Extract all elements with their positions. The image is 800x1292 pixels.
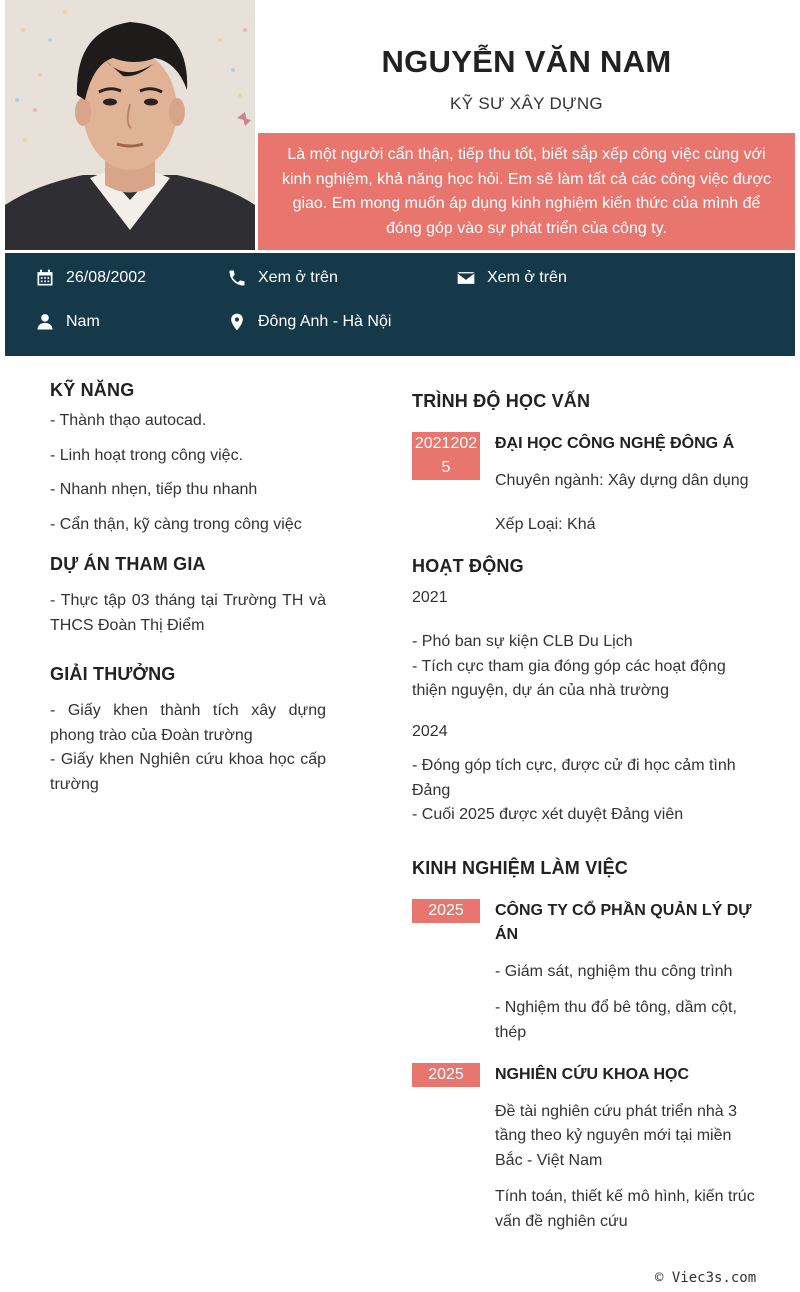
profile-photo bbox=[5, 0, 255, 250]
contact-phone bbox=[227, 268, 338, 288]
work-item: Tính toán, thiết kế mô hình, kiến trúc vấn đề nghiên cứu bbox=[495, 1188, 755, 1230]
activity-list bbox=[412, 754, 762, 828]
awards-section bbox=[50, 664, 326, 797]
work-title: NGHIÊN CỨU KHOA HỌC bbox=[495, 1066, 690, 1083]
profile-photo-illustration bbox=[5, 0, 255, 250]
work-entry bbox=[412, 1063, 762, 1234]
work-title: CÔNG TY CỔ PHẦN QUẢN LÝ DỰ ÁN bbox=[495, 901, 752, 943]
skill-item: - Cẩn thận, kỹ càng trong công việc bbox=[50, 515, 302, 533]
award-item: - Giấy khen thành tích xây dựng phong trào của Đoàn trường bbox=[50, 702, 326, 744]
phone-icon bbox=[227, 268, 247, 288]
spacer bbox=[495, 493, 757, 513]
activity-item: - Đóng góp tích cực, được cử đi học cảm tình Đảng bbox=[412, 757, 736, 799]
education-details bbox=[495, 432, 757, 538]
activity-year: 2021 bbox=[412, 588, 448, 606]
left-column bbox=[50, 380, 326, 797]
work-year-badge: 2025 bbox=[412, 899, 480, 923]
email-text: Xem ở trên bbox=[487, 269, 567, 286]
activity-list bbox=[412, 630, 762, 704]
major-text: Chuyên ngành: Xây dựng dân dụng bbox=[495, 471, 749, 489]
email-icon bbox=[456, 268, 476, 288]
school-name: ĐẠI HỌC CÔNG NGHỆ ĐÔNG Á bbox=[495, 435, 735, 452]
activities-heading: HOẠT ĐỘNG bbox=[412, 555, 524, 576]
contact-gender bbox=[35, 312, 100, 332]
education-entry bbox=[412, 432, 762, 538]
work-details bbox=[495, 1063, 757, 1234]
activity-year: 2024 bbox=[412, 722, 448, 740]
work-item: - Nghiệm thu đổ bê tông, dầm cột, thép bbox=[495, 999, 737, 1041]
gender-text: Nam bbox=[66, 313, 100, 330]
skill-item: - Linh hoạt trong công việc. bbox=[50, 446, 244, 464]
calendar-icon bbox=[35, 268, 55, 288]
activity-item: - Cuối 2025 được xét duyệt Đảng viên bbox=[412, 806, 684, 823]
person-icon bbox=[35, 312, 55, 332]
work-heading: KINH NGHIỆM LÀM VIỆC bbox=[412, 857, 629, 878]
skills-heading: KỸ NĂNG bbox=[50, 380, 135, 400]
footer-credit: © Viec3s.com bbox=[655, 1270, 757, 1286]
contact-bar bbox=[5, 253, 795, 356]
work-item: - Giám sát, nghiệm thu công trình bbox=[495, 962, 733, 980]
activities-section bbox=[412, 556, 762, 828]
projects-heading: DỰ ÁN THAM GIA bbox=[50, 554, 206, 574]
work-item: Đề tài nghiên cứu phát triển nhà 3 tầng theo kỷ nguyên mới tại miền Bắc - Việt Nam bbox=[495, 1102, 737, 1169]
work-entry bbox=[412, 899, 762, 1046]
address-text: Đông Anh - Hà Nội bbox=[258, 313, 392, 330]
project-item: - Thực tập 03 tháng tại Trường TH và THCS Đoàn Thị Điểm bbox=[50, 592, 326, 634]
education-heading: TRÌNH ĐỘ HỌC VẤN bbox=[412, 391, 591, 411]
work-experience-section bbox=[412, 858, 762, 1235]
education-section bbox=[412, 391, 762, 538]
job-title: KỸ SƯ XÂY DỰNG bbox=[450, 94, 603, 113]
career-summary: Là một người cẩn thận, tiếp thu tốt, biết sắp xếp công việc cùng với kinh nghiệm, khả năng học hỏi. Em sẽ làm tất cả các công việc được giao. Em mong muốn áp dụng kinh nghiệm kiến thức của mình để đóng góp vào sự phát triển của công ty. bbox=[258, 133, 795, 250]
right-column bbox=[412, 391, 762, 1234]
skill-item: - Thành thạo autocad. bbox=[50, 412, 207, 429]
skill-item: - Nhanh nhẹn, tiếp thu nhanh bbox=[50, 481, 258, 498]
work-year-badge: 2025 bbox=[412, 1063, 480, 1087]
education-period-badge: 20212025 bbox=[412, 432, 480, 480]
work-details bbox=[495, 899, 757, 1046]
activity-item: - Tích cực tham gia đóng góp các hoạt động thiện nguyện, dự án của nhà trường bbox=[412, 657, 726, 699]
awards-heading: GIẢI THƯỞNG bbox=[50, 664, 176, 684]
activity-item: - Phó ban sự kiện CLB Du Lịch bbox=[412, 633, 633, 650]
phone-text: Xem ở trên bbox=[258, 269, 338, 286]
projects-section bbox=[50, 554, 326, 638]
location-pin-icon bbox=[227, 312, 247, 332]
award-item: - Giấy khen Nghiên cứu khoa học cấp trường bbox=[50, 751, 326, 793]
contact-email bbox=[456, 268, 567, 288]
contact-dob bbox=[35, 268, 146, 288]
contact-address bbox=[227, 312, 391, 332]
rank-text: Xếp Loại: Khá bbox=[495, 516, 596, 533]
skills-section bbox=[50, 380, 326, 537]
dob-text: 26/08/2002 bbox=[66, 269, 147, 286]
candidate-name: NGUYỄN VĂN NAM bbox=[381, 44, 672, 79]
